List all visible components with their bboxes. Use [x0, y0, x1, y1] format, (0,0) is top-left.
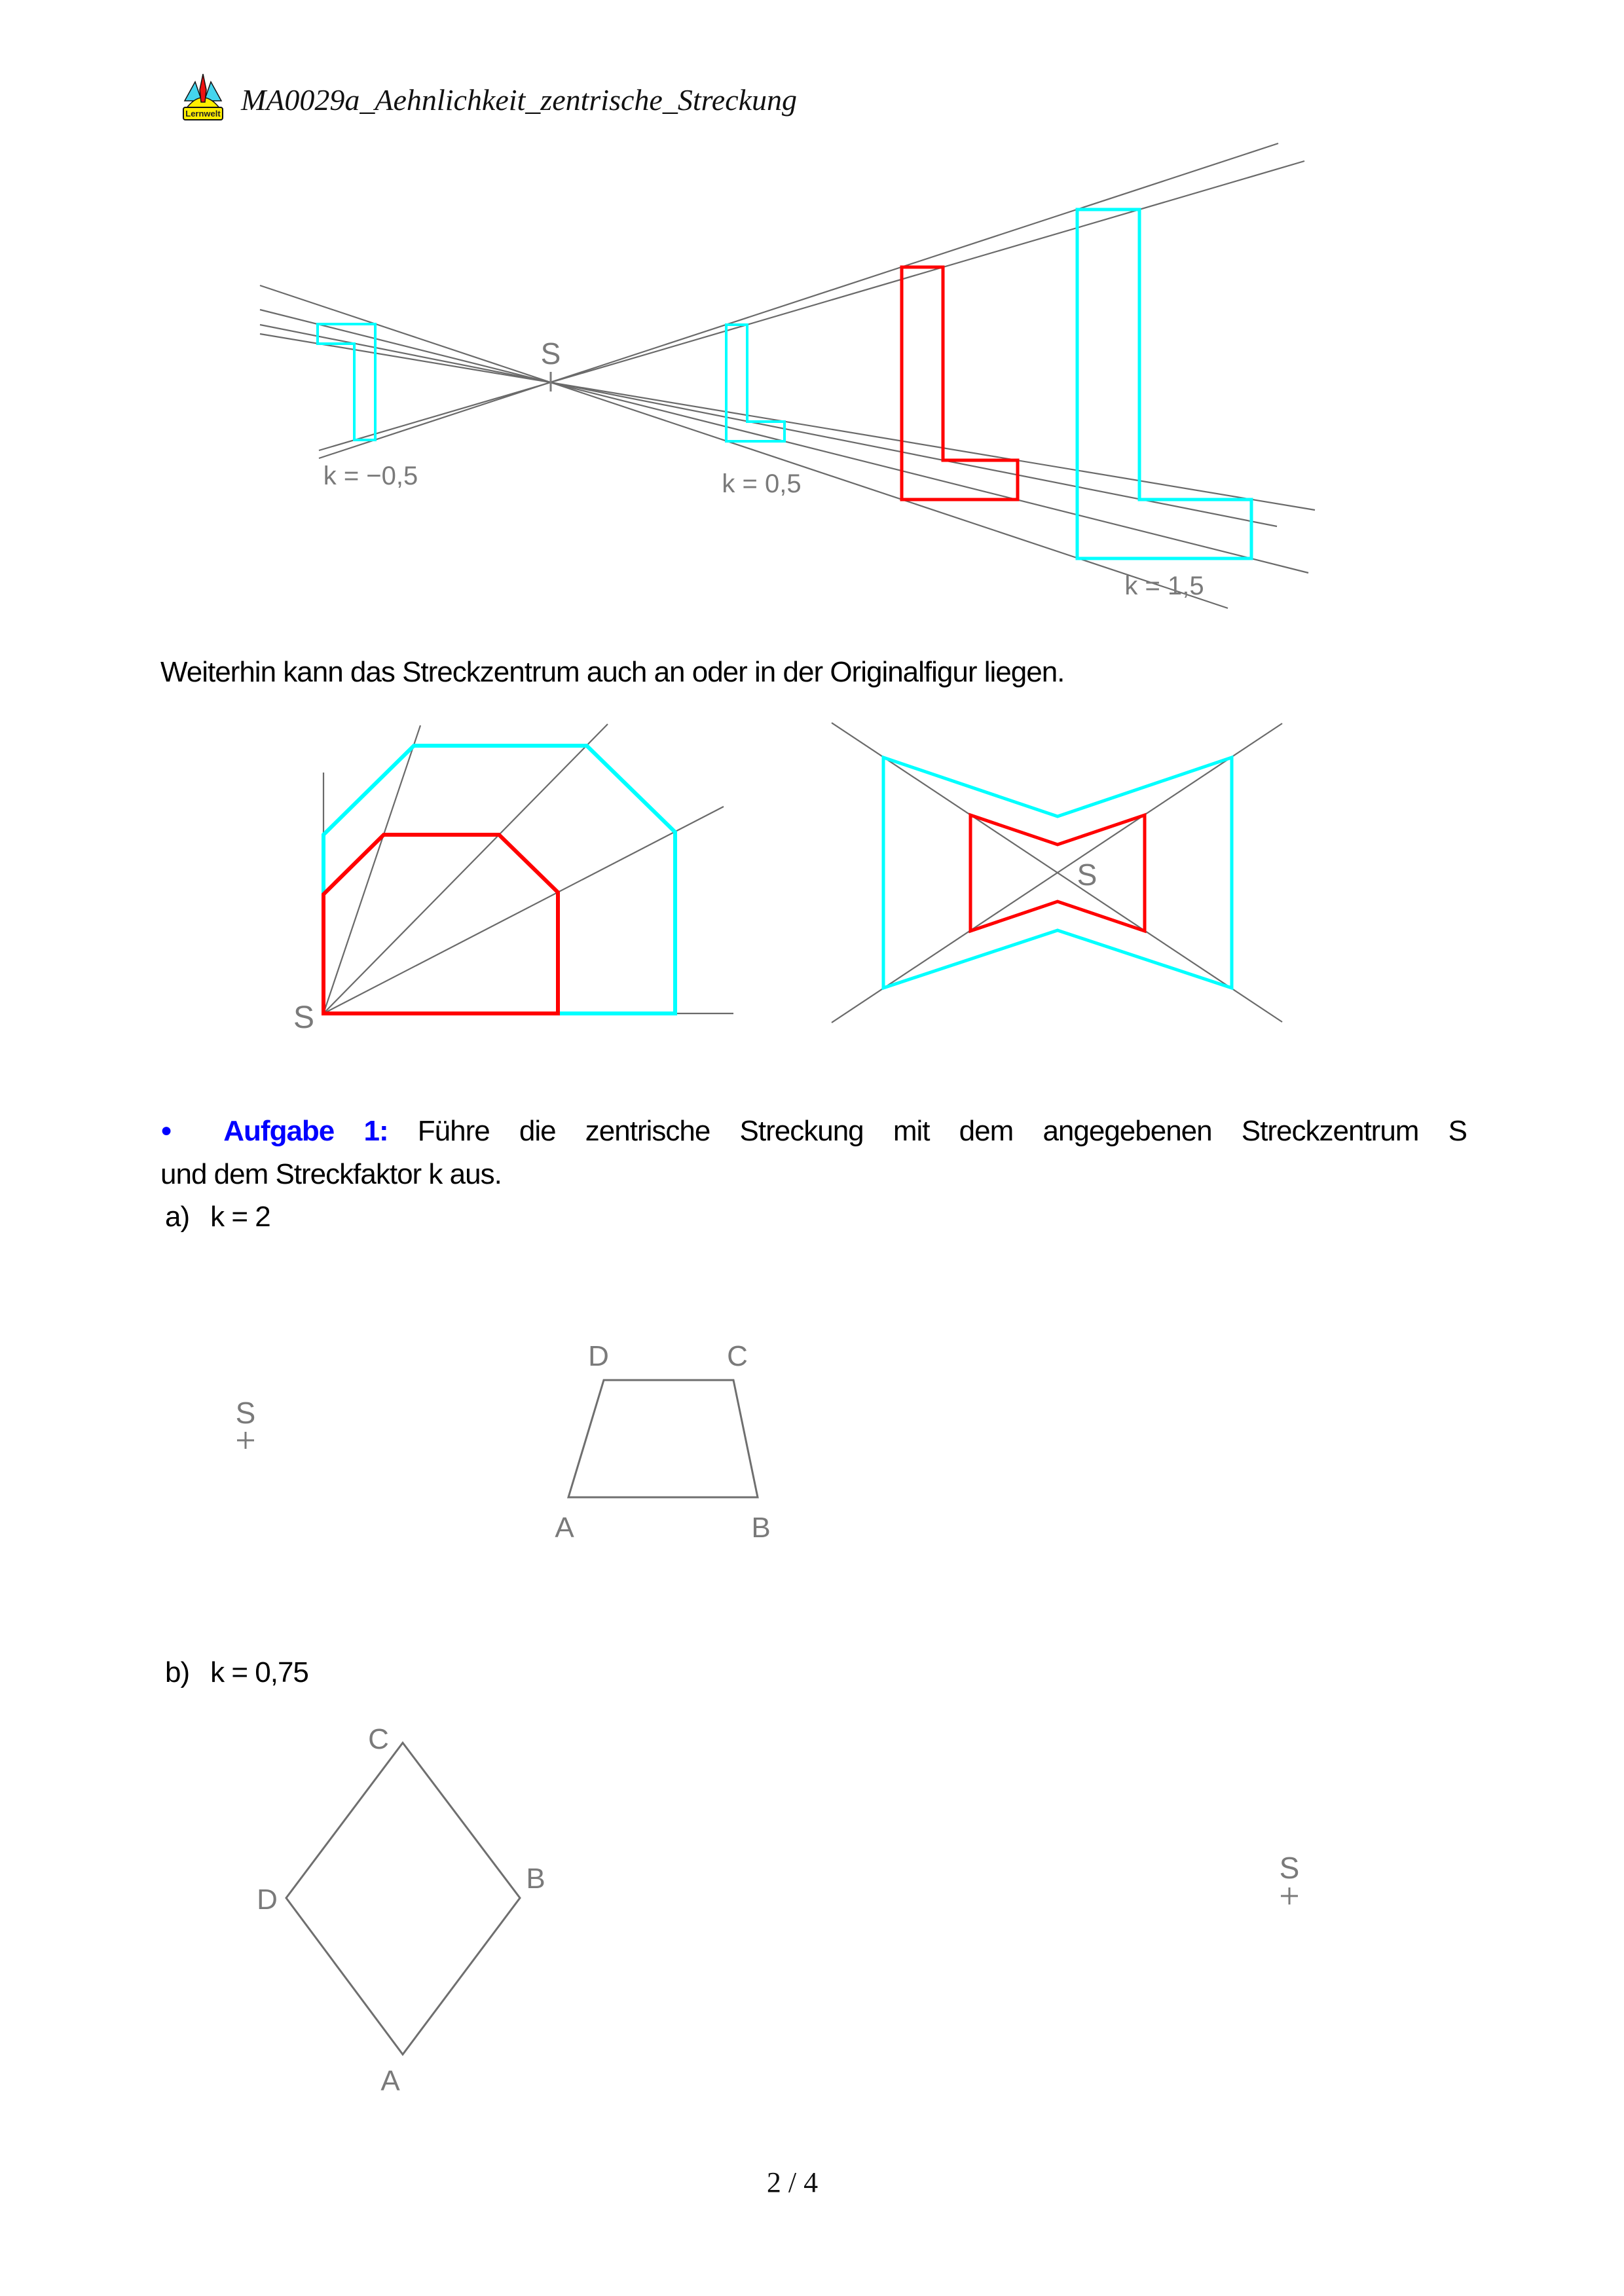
- dilation-L-shapes: [260, 143, 1315, 608]
- item-a-label: [165, 1201, 270, 1233]
- figure-label: S: [1279, 1851, 1300, 1885]
- item-b-prefix: b): [165, 1656, 190, 1688]
- task-1-line-1: [160, 1109, 1467, 1153]
- figure-label: A: [555, 1512, 574, 1544]
- trapezoid-ABCD: [568, 1380, 758, 1497]
- image-polygon-cyan: [323, 746, 675, 1013]
- figure-label: D: [588, 1340, 609, 1372]
- center-cross-icon: [237, 1432, 254, 1449]
- lernwelt-logo-icon: [178, 72, 228, 123]
- projection-ray: [319, 161, 1304, 450]
- page-number: 2 / 4: [766, 2166, 819, 2198]
- figure-label: k = 1,5: [1124, 572, 1204, 600]
- task-1: [160, 1109, 1467, 1196]
- intro-sentence: Weiterhin kann das Streckzentrum auch an oder in der Originalfigur liegen.: [160, 656, 1065, 688]
- figure-label: C: [368, 1723, 389, 1755]
- image-L-k15-cyan: [1077, 210, 1251, 558]
- figure-label: B: [526, 1863, 545, 1895]
- projection-ray: [319, 143, 1278, 458]
- task-1-text: Führe die zentrische Streckung mit dem angegebenen Streckzentrum S: [417, 1115, 1467, 1147]
- figure-label: C: [727, 1340, 748, 1372]
- item-b-label: [165, 1656, 308, 1689]
- center-in-figure-example: [832, 723, 1282, 1023]
- document-title: MA0029a_Aehnlichkeit_zentrische_Streckung: [241, 83, 798, 117]
- center-on-figure-example: [293, 724, 733, 1035]
- figure-label: k = −0,5: [323, 462, 418, 490]
- image-L-k05-cyan: [726, 325, 784, 441]
- exercise-b-rhombus: [257, 1723, 1299, 2097]
- center-cross-icon: [1281, 1887, 1298, 1904]
- figure-label: S: [293, 1000, 315, 1035]
- figure-label: S: [540, 337, 561, 371]
- figure-label: B: [751, 1512, 771, 1544]
- figure-label: S: [1077, 858, 1098, 892]
- item-a-factor: k = 2: [210, 1201, 270, 1233]
- original-polygon-red: [323, 835, 558, 1013]
- figure-label: D: [257, 1884, 278, 1916]
- figure-label: k = 0,5: [722, 469, 802, 498]
- item-b-factor: k = 0,75: [210, 1656, 308, 1688]
- item-a-prefix: a): [165, 1201, 190, 1233]
- task-1-line-2: und dem Streckfaktor k aus.: [160, 1158, 502, 1190]
- exercise-a-trapezoid: [236, 1340, 771, 1544]
- bullet-icon: ●: [160, 1120, 194, 1141]
- logo-text: Lernwelt: [185, 109, 221, 118]
- original-L-red: [902, 267, 1018, 500]
- projection-ray: [323, 724, 608, 1013]
- task-1-heading: Aufgabe 1:: [223, 1115, 388, 1147]
- figure-label: S: [235, 1396, 256, 1430]
- figure-label: A: [380, 2065, 400, 2097]
- rhombus-ABCD: [286, 1743, 520, 2054]
